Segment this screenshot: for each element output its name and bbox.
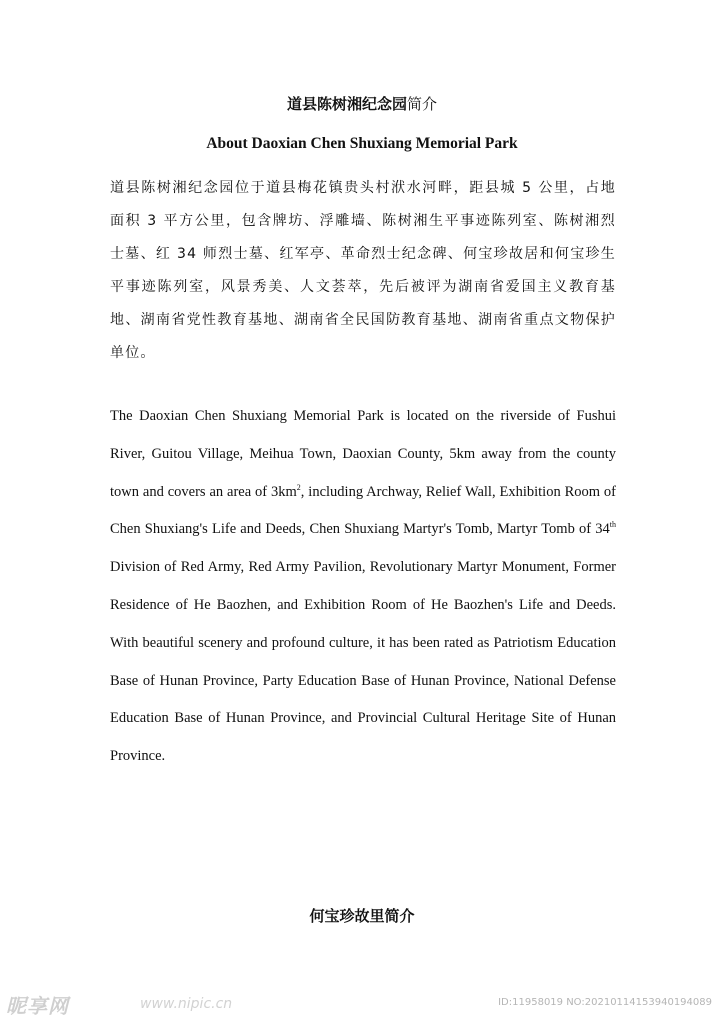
paragraph-en — [110, 398, 616, 776]
title-cn-plain: 简介 — [407, 95, 438, 113]
document-title-en: About Daoxian Chen Shuxiang Memorial Park — [206, 135, 518, 152]
watermark-url: www.nipic.cn — [140, 996, 233, 1012]
paragraph-en-part3: Division of Red Army, Red Army Pavilion, Revolutionary Martyr Monument, Former Residence of He Baozhen, and Exhibition Room of He Baozhen's Life and Deeds. With beautiful scenery and profound culture, it has been rated as Patriotism Education Base of Hunan Province, Party Education Base of Hunan Province, National Defense Education Base of Hunan Province, and Provincial Cultural Heritage Site of Hunan Province. — [110, 559, 616, 765]
title-cn-bold: 道县陈树湘纪念园 — [286, 95, 407, 113]
watermark-logo: 昵享网 — [6, 994, 69, 1018]
watermark-id: ID:11958019 NO:20210114153940194089 — [498, 997, 712, 1008]
superscript-th: th — [609, 520, 616, 530]
section-title-cn-2: 何宝珍故里简介 — [309, 907, 415, 925]
superscript-squared: 2 — [296, 482, 301, 492]
paragraph-cn: 道县陈树湘纪念园位于道县梅花镇贵头村洑水河畔，距县城 5 公里，占地面积 3 平方公里，包含牌坊、浮雕墙、陈树湘生平事迹陈列室、陈树湘烈士墓、红 34 师烈士墓、红军亭、革命烈士纪念碑、何宝珍故居和何宝珍生平事迹陈列室，风景秀美、人文荟萃，先后被评为湖南省爱国主义教育基地、湖南省党性教育基地、湖南省全民国防教育基地、湖南省重点文物保护单位。 — [110, 180, 616, 361]
paragraph-en-part2: , including Archway, Relief Wall, Exhibition Room of Chen Shuxiang's Life and Deeds, Chen Shuxiang Martyr's Tomb, Martyr Tomb of 34 — [110, 483, 616, 538]
document-title-cn — [0, 94, 724, 114]
paragraph-en-part1: The Daoxian Chen Shuxiang Memorial Park is located on the riverside of Fushui River, Guitou Village, Meihua Town, Daoxian County, 5km away from the county town and covers an area of 3km — [110, 408, 616, 500]
